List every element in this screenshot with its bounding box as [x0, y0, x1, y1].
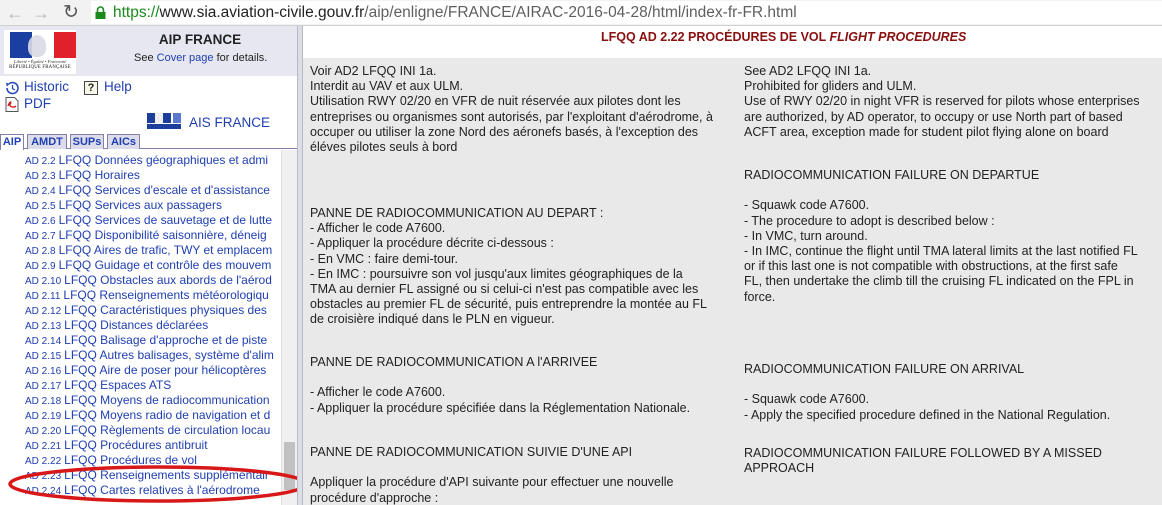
toc-item-label: LFQQ Règlements de circulation locau: [64, 423, 271, 437]
toc-item[interactable]: [25, 438, 208, 453]
left-tabs: [0, 133, 297, 149]
republique-francaise-logo: [4, 30, 76, 74]
en-paragraph-general: See AD2 LFQQ INI 1a. Prohibited for gliders and ULM. Use of RWY 02/20 in night VFR is reserved for pilots whose enterprises are authorized, by AD operator, to occupy or use North part of based ACFT area, exception made for student pilot flying alone on board: [744, 64, 1140, 139]
toc-item-code: AD 2.18: [25, 396, 62, 407]
toc-scroll-thumb[interactable]: [284, 442, 295, 490]
lock-icon: [95, 6, 106, 19]
toc-item-label: LFQQ Services d'escale et d'assistance: [58, 183, 270, 197]
toc-item[interactable]: [25, 393, 270, 408]
toc-item[interactable]: [25, 183, 270, 198]
logo-motto: Liberté • Égalité • Fraternité: [13, 59, 67, 64]
ais-france-link[interactable]: AIS FRANCE: [189, 115, 271, 130]
help-icon[interactable]: ?: [84, 81, 98, 95]
toc-item-code: AD 2.2: [25, 156, 56, 167]
toc-item-label: LFQQ Procédures antibruit: [64, 438, 208, 452]
toc-item-code: AD 2.16: [25, 366, 62, 377]
toc-item[interactable]: [25, 408, 270, 423]
toc-item-code: AD 2.10: [25, 276, 62, 287]
en-paragraph-missed-approach: RADIOCOMMUNICATION FAILURE FOLLOWED BY A MISSED APPROACH: [744, 446, 1102, 476]
toc-item[interactable]: [25, 228, 267, 243]
toc-item-label: LFQQ Distances déclarées: [64, 318, 209, 332]
left-header: [0, 26, 297, 76]
toc-item[interactable]: [25, 153, 268, 168]
en-paragraph-arrival: RADIOCOMMUNICATION FAILURE ON ARRIVAL - Squawk code A7600. - Apply the specified procedure defined in the National Regulation.: [744, 362, 1111, 422]
toc-item[interactable]: [25, 363, 266, 378]
toc-item-code: AD 2.15: [25, 351, 62, 362]
toc-item-label: LFQQ Renseignements météorologiqu: [63, 288, 269, 302]
toc-item[interactable]: [25, 273, 272, 288]
toc-item[interactable]: [25, 423, 270, 438]
pdf-link[interactable]: PDF: [24, 96, 51, 111]
history-icon[interactable]: [5, 81, 20, 95]
toc-item-code: AD 2.6: [25, 216, 56, 227]
fr-paragraph-general: Voir AD2 LFQQ INI 1a. Interdit au VAV et aux ULM. Utilisation RWY 02/20 en VFR de nuit réservée aux pilotes dont les entreprises ou organismes sont autorisés, par l'exploitant d'aérodrome, à occuper ou utiliser la zone Nord des aéronefs basés, à l'exception des éléves pilotes seuls à bord: [310, 64, 713, 155]
toc-item-code: AD 2.7: [25, 231, 56, 242]
reload-icon[interactable]: ↻: [63, 2, 79, 23]
cover-page-link[interactable]: Cover page: [156, 52, 214, 64]
en-paragraph-departure: RADIOCOMMUNICATION FAILURE ON DEPARTUE - Squawk code A7600. - The procedure to adopt is described below : - In VMC, turn around. - In IMC, continue the flight until TMA lateral limits at the last notified FL or if this last one is not compatible with obstructions, at the first safe FL, then undertake the climb till the cruising FL indicated on the FPL in force.: [744, 168, 1138, 304]
toc-item-label: LFQQ Procédures de vol: [64, 453, 197, 467]
document-title: LFQQ AD 2.22 PROCÉDURES DE VOL FLIGHT PROCEDURES: [601, 30, 967, 44]
aip-title: AIP FRANCE: [158, 32, 242, 47]
fr-paragraph-departure: PANNE DE RADIOCOMMUNICATION AU DEPART : - Afficher le code A7600. - Appliquer la procédure décrite ci-dessous : - En VMC : faire demi-tour. - En IMC : poursuivre son vol jusqu'aux limites géographiques de la TMA au dernier FL assigné ou si celui-ci n'est pas compatible avec les obstacles au premier FL de sécurité, puis entreprendre la montée au FL de croisière indiqué dans le PLN en vigueur.: [310, 206, 707, 327]
toc-item-label: LFQQ Services de sauvetage et de lutte: [58, 213, 273, 227]
toc-item-code: AD 2.5: [25, 201, 56, 212]
toc-item[interactable]: [25, 378, 171, 393]
toc-item[interactable]: [25, 288, 269, 303]
toc-item-label: LFQQ Obstacles aux abords de l'aérod: [64, 273, 272, 287]
marianne-flag-icon: [10, 32, 76, 58]
toc-item-code: AD 2.23: [25, 471, 62, 482]
address-bar[interactable]: [91, 1, 1162, 24]
toc-item[interactable]: [25, 303, 267, 318]
toc-item-label: LFQQ Disponibilité saisonnière, déneig: [58, 228, 267, 242]
toc-item-code: AD 2.8: [25, 246, 56, 257]
fr-paragraph-missed-approach: PANNE DE RADIOCOMMUNICATION SUIVIE D'UNE API Appliquer la procédure d'API suivante pour effectuer une nouvelle procédure d'approche :: [310, 445, 674, 505]
toc-item-code: AD 2.14: [25, 336, 62, 347]
toc-item-label: LFQQ Balisage d'approche et de piste: [64, 333, 268, 347]
toc-item-code: AD 2.24: [25, 486, 62, 497]
toc-item-code: AD 2.9: [25, 261, 56, 272]
ais-logo-icon: [145, 111, 183, 131]
toc-item[interactable]: [25, 483, 260, 498]
toc-item-code: AD 2.19: [25, 411, 62, 422]
toc-item[interactable]: [25, 213, 272, 228]
toc-item[interactable]: [25, 198, 222, 213]
toc-item-code: AD 2.13: [25, 321, 62, 332]
toc-item[interactable]: [25, 468, 269, 483]
help-link[interactable]: Help: [104, 79, 132, 94]
url-text: https://www.sia.aviation-civile.gouv.fr/aip/enligne/FRANCE/AIRAC-2016-04-28/html/index-fr-FR.html: [113, 4, 797, 21]
table-of-contents: [0, 150, 281, 505]
toc-item-code: AD 2.11: [25, 291, 61, 302]
back-arrow-icon[interactable]: ←: [6, 3, 24, 23]
toc-item-label: LFQQ Moyens de radiocommunication: [64, 393, 270, 407]
tab-aics[interactable]: AICs: [107, 134, 140, 149]
toc-item-code: AD 2.17: [25, 381, 62, 392]
aip-subtitle: See Cover page for details.: [134, 52, 268, 64]
toc-item[interactable]: [25, 168, 140, 183]
toc-scrollbar[interactable]: [281, 150, 297, 505]
forward-arrow-icon[interactable]: →: [32, 3, 50, 23]
toc-item[interactable]: [25, 453, 197, 468]
toc-item[interactable]: [25, 318, 208, 333]
browser-toolbar: [0, 0, 1162, 26]
toc-item[interactable]: [25, 258, 271, 273]
tab-amdt[interactable]: AMDT: [27, 134, 67, 149]
toc-item[interactable]: [25, 333, 267, 348]
toc-item-label: LFQQ Horaires: [58, 168, 140, 182]
toc-item-label: LFQQ Moyens radio de navigation et d: [64, 408, 271, 422]
document-body: [303, 58, 1162, 505]
toc-item-label: LFQQ Services aux passagers: [58, 198, 222, 212]
toc-item[interactable]: [25, 243, 272, 258]
tab-aip[interactable]: AIP: [0, 134, 24, 150]
toc-item-label: LFQQ Aires de trafic, TWY et emplacem: [58, 243, 273, 257]
toc-item-label: LFQQ Caractéristiques physiques des: [64, 303, 267, 317]
toc-item-label: LFQQ Autres balisages, système d'alim: [64, 348, 274, 362]
logo-republique: RÉPUBLIQUE FRANÇAISE: [9, 65, 71, 70]
toc-item-label: LFQQ Cartes relatives à l'aérodrome: [64, 483, 260, 497]
toc-item-label: LFQQ Aire de poser pour hélicoptères: [64, 363, 267, 377]
toc-item-label: LFQQ Données géographiques et admi: [58, 153, 269, 167]
toc-item-code: AD 2.3: [25, 171, 56, 182]
tab-sups[interactable]: SUPs: [70, 134, 104, 149]
toc-item[interactable]: [25, 348, 274, 363]
document-header: [303, 26, 1162, 58]
toc-item-code: AD 2.20: [25, 426, 62, 437]
toc-item-code: AD 2.21: [25, 441, 62, 452]
left-navigation-pane: [0, 26, 297, 505]
toc-item-label: LFQQ Guidage et contrôle des mouvem: [58, 258, 272, 272]
pdf-icon[interactable]: [5, 97, 19, 112]
toc-item-label: LFQQ Espaces ATS: [64, 378, 172, 392]
toc-item-code: AD 2.22: [25, 456, 62, 467]
toc-item-code: AD 2.4: [25, 186, 56, 197]
document-pane: [303, 26, 1162, 505]
historic-link[interactable]: Historic: [24, 79, 70, 94]
toc-item-label: LFQQ Renseignements supplémentair: [64, 468, 269, 482]
toc-item-code: AD 2.12: [25, 306, 62, 317]
fr-paragraph-arrival: PANNE DE RADIOCOMMUNICATION A l'ARRIVEE - Afficher le code A7600. - Appliquer la procédure spécifiée dans la Réglementation Nationale.: [310, 355, 691, 415]
